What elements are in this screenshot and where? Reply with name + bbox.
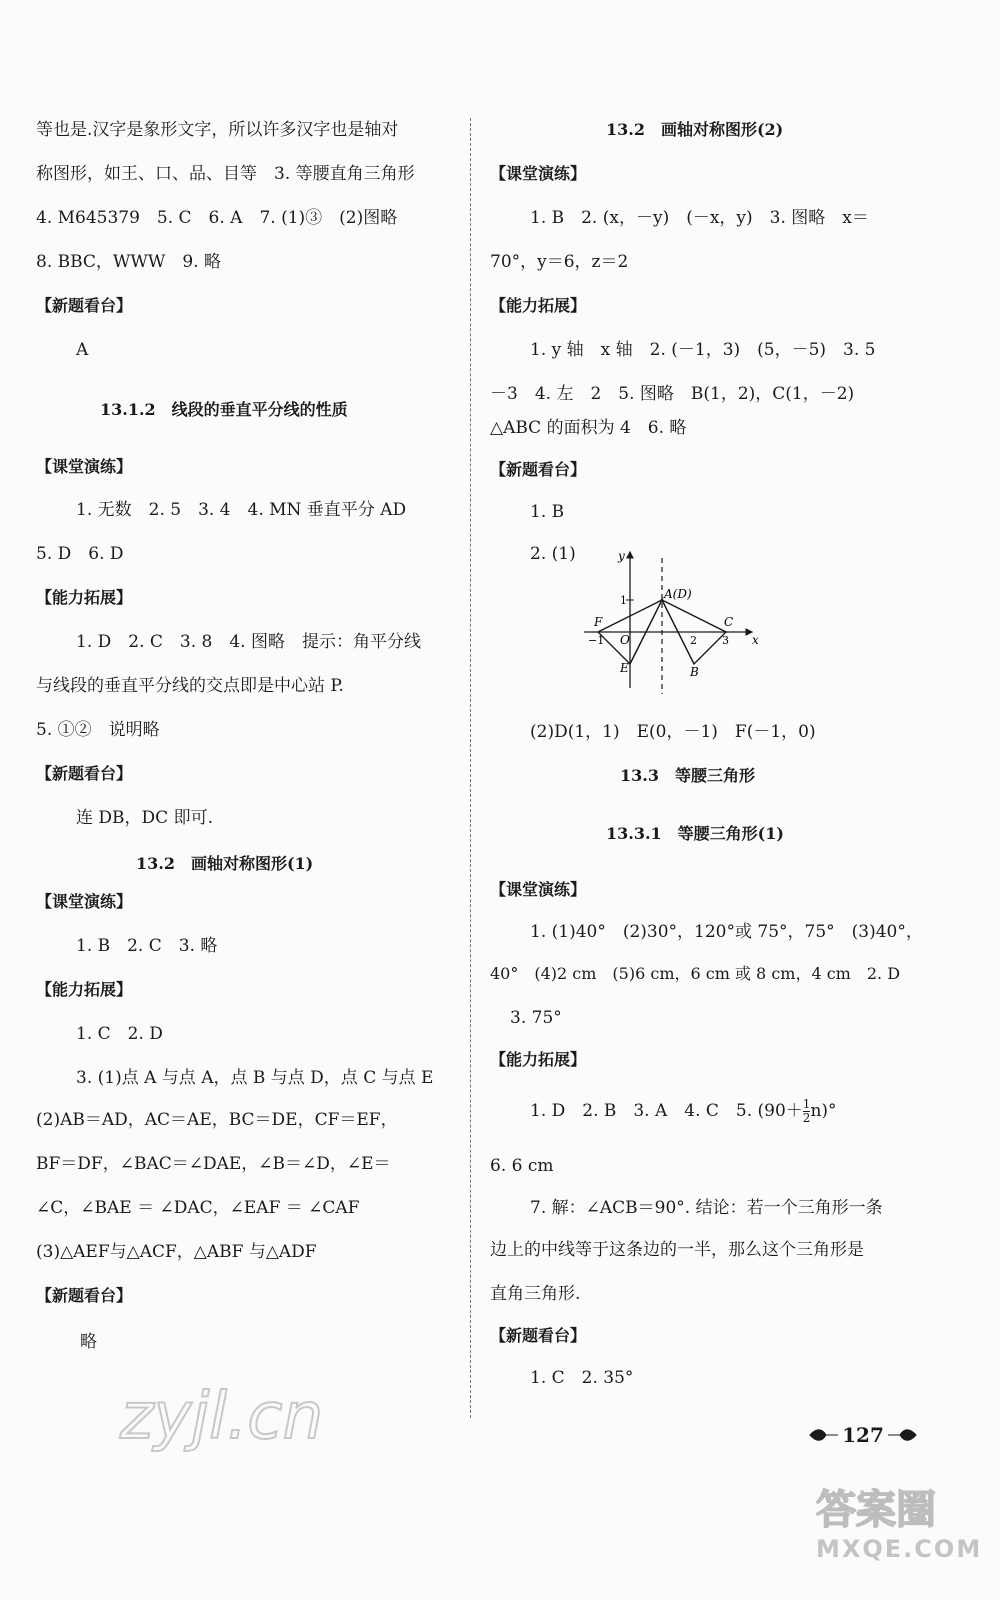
page-number (808, 1420, 918, 1450)
page-number-text: 127 (842, 1423, 884, 1447)
text-line: (3)△AEF与△ACF，△ABF 与△ADF (36, 1242, 317, 1262)
text-line: 1. C 2. D (76, 1024, 163, 1044)
subsection-title: 13.2 画轴对称图形(1) (136, 854, 314, 873)
text-line: 7. 解：∠ACB＝90°. 结论：若一个三角形一条 (530, 1198, 883, 1218)
section-heading: 【课堂演练】 (490, 164, 587, 183)
text-line: －3 4. 左 2 5. 图略 B(1，2)，C(1，－2) (490, 384, 855, 404)
section-heading: 【能力拓展】 (36, 980, 133, 999)
subsection-title: 13.3.1 等腰三角形(1) (606, 824, 784, 843)
graph-label-b: B (690, 665, 699, 679)
text-fragment: n)° (810, 1101, 837, 1121)
corner-logo-url: MXQE.COM (816, 1535, 983, 1563)
text-line: 70°，y＝6，z＝2 (490, 252, 629, 272)
subsection-title: 13.2 画轴对称图形(2) (606, 120, 784, 139)
text-line: 6. 6 cm (490, 1156, 554, 1176)
tick-2: 2 (690, 634, 697, 647)
subsection-title: 13.1.2 线段的垂直平分线的性质 (100, 400, 348, 419)
section-heading: 【新题看台】 (490, 460, 587, 479)
text-line: 1. B 2. C 3. 略 (76, 936, 218, 956)
section-heading: 【新题看台】 (36, 764, 133, 783)
text-line: 1. D 2. C 3. 8 4. 图略 提示：角平分线 (76, 632, 421, 652)
column-divider (470, 118, 471, 1418)
tick-1: 1 (620, 594, 627, 607)
text-line: △ABC 的面积为 4 6. 略 (490, 418, 687, 438)
text-line: 1. C 2. 35° (530, 1368, 634, 1388)
text-line: 2. (1) (530, 544, 576, 564)
corner-logo (816, 1478, 986, 1588)
text-fragment: 1. D 2. B 3. A 4. C 5. (90＋ (530, 1101, 803, 1121)
graph-label-f: F (594, 615, 603, 629)
text-line: 4. M645379 5. C 6. A 7. (1)③ (2)图略 (36, 208, 398, 228)
text-line: 等也是.汉字是象形文字，所以许多汉字也是轴对 (36, 120, 399, 140)
text-line: 3. (1)点 A 与点 A，点 B 与点 D，点 C 与点 E (76, 1068, 434, 1088)
ornament-right-icon (886, 1426, 918, 1444)
section-heading: 【能力拓展】 (490, 296, 587, 315)
text-line: 直角三角形. (490, 1284, 581, 1304)
answer-text: A (76, 340, 89, 360)
watermark: zyjl.cn (120, 1380, 324, 1454)
text-line: ∠C，∠BAE ＝ ∠DAC，∠EAF ＝ ∠CAF (36, 1198, 360, 1218)
text-line: 5. D 6. D (36, 544, 124, 564)
coordinate-graph (580, 548, 770, 698)
tick-3: 3 (722, 634, 729, 647)
text-line: (2)AB＝AD，AC＝AE，BC＝DE，CF＝EF， (36, 1110, 398, 1130)
text-line: 8. BBC，WWW 9. 略 (36, 252, 221, 272)
text-line: 1. 无数 2. 5 3. 4 4. MN 垂直平分 AD (76, 500, 407, 520)
section-heading: 【能力拓展】 (490, 1050, 587, 1069)
graph-label-x: x (752, 633, 759, 647)
text-line: 连 DB，DC 即可. (76, 808, 213, 828)
section-heading: 【课堂演练】 (36, 892, 133, 911)
graph-label-e: E (620, 661, 629, 675)
text-line: 1. (1)40° (2)30°，120°或 75°，75° (3)40°， (530, 922, 923, 942)
text-line: 1. y 轴 x 轴 2. (－1，3) (5，－5) 3. 5 (530, 340, 876, 360)
fraction-numerator: 1 (802, 1097, 811, 1111)
text-line: 5. ①② 说明略 (36, 720, 160, 740)
graph-label-o: O (620, 633, 630, 647)
ornament-left-icon (808, 1426, 840, 1444)
section-heading: 【新题看台】 (36, 1286, 133, 1305)
graph-label-c: C (724, 615, 734, 629)
text-line: 1. B (530, 502, 565, 522)
section-heading: 【新题看台】 (36, 296, 133, 315)
fraction-denominator: 2 (802, 1111, 811, 1125)
text-line: 与线段的垂直平分线的交点即是中心站 P. (36, 676, 344, 696)
section-heading: 【能力拓展】 (36, 588, 133, 607)
text-line: 1. B 2. (x，－y) (－x，y) 3. 图略 x＝ (530, 208, 869, 228)
corner-logo-text: 答案圈 (816, 1487, 936, 1533)
text-line: 3. 75° (510, 1008, 562, 1028)
text-line: 称图形，如王、口、品、目等 3. 等腰直角三角形 (36, 164, 415, 184)
graph-label-y: y (618, 549, 625, 563)
text-line: (2)D(1，1) E(0，－1) F(－1，0) (530, 722, 816, 742)
subsection-title: 13.3 等腰三角形 (620, 766, 755, 785)
text-line: BF＝DF，∠BAC＝∠DAE，∠B＝∠D，∠E＝ (36, 1154, 391, 1174)
section-heading: 【课堂演练】 (36, 457, 133, 476)
text-line (530, 1098, 837, 1125)
section-heading: 【课堂演练】 (490, 880, 587, 899)
text-line: 略 (80, 1332, 97, 1352)
graph-label-a: A(D) (664, 587, 692, 601)
section-heading: 【新题看台】 (490, 1326, 587, 1345)
tick-neg1: −1 (588, 634, 605, 647)
text-line: 边上的中线等于这条边的一半，那么这个三角形是 (490, 1240, 864, 1260)
text-line: 40° (4)2 cm (5)6 cm，6 cm 或 8 cm，4 cm 2. D (490, 964, 901, 983)
